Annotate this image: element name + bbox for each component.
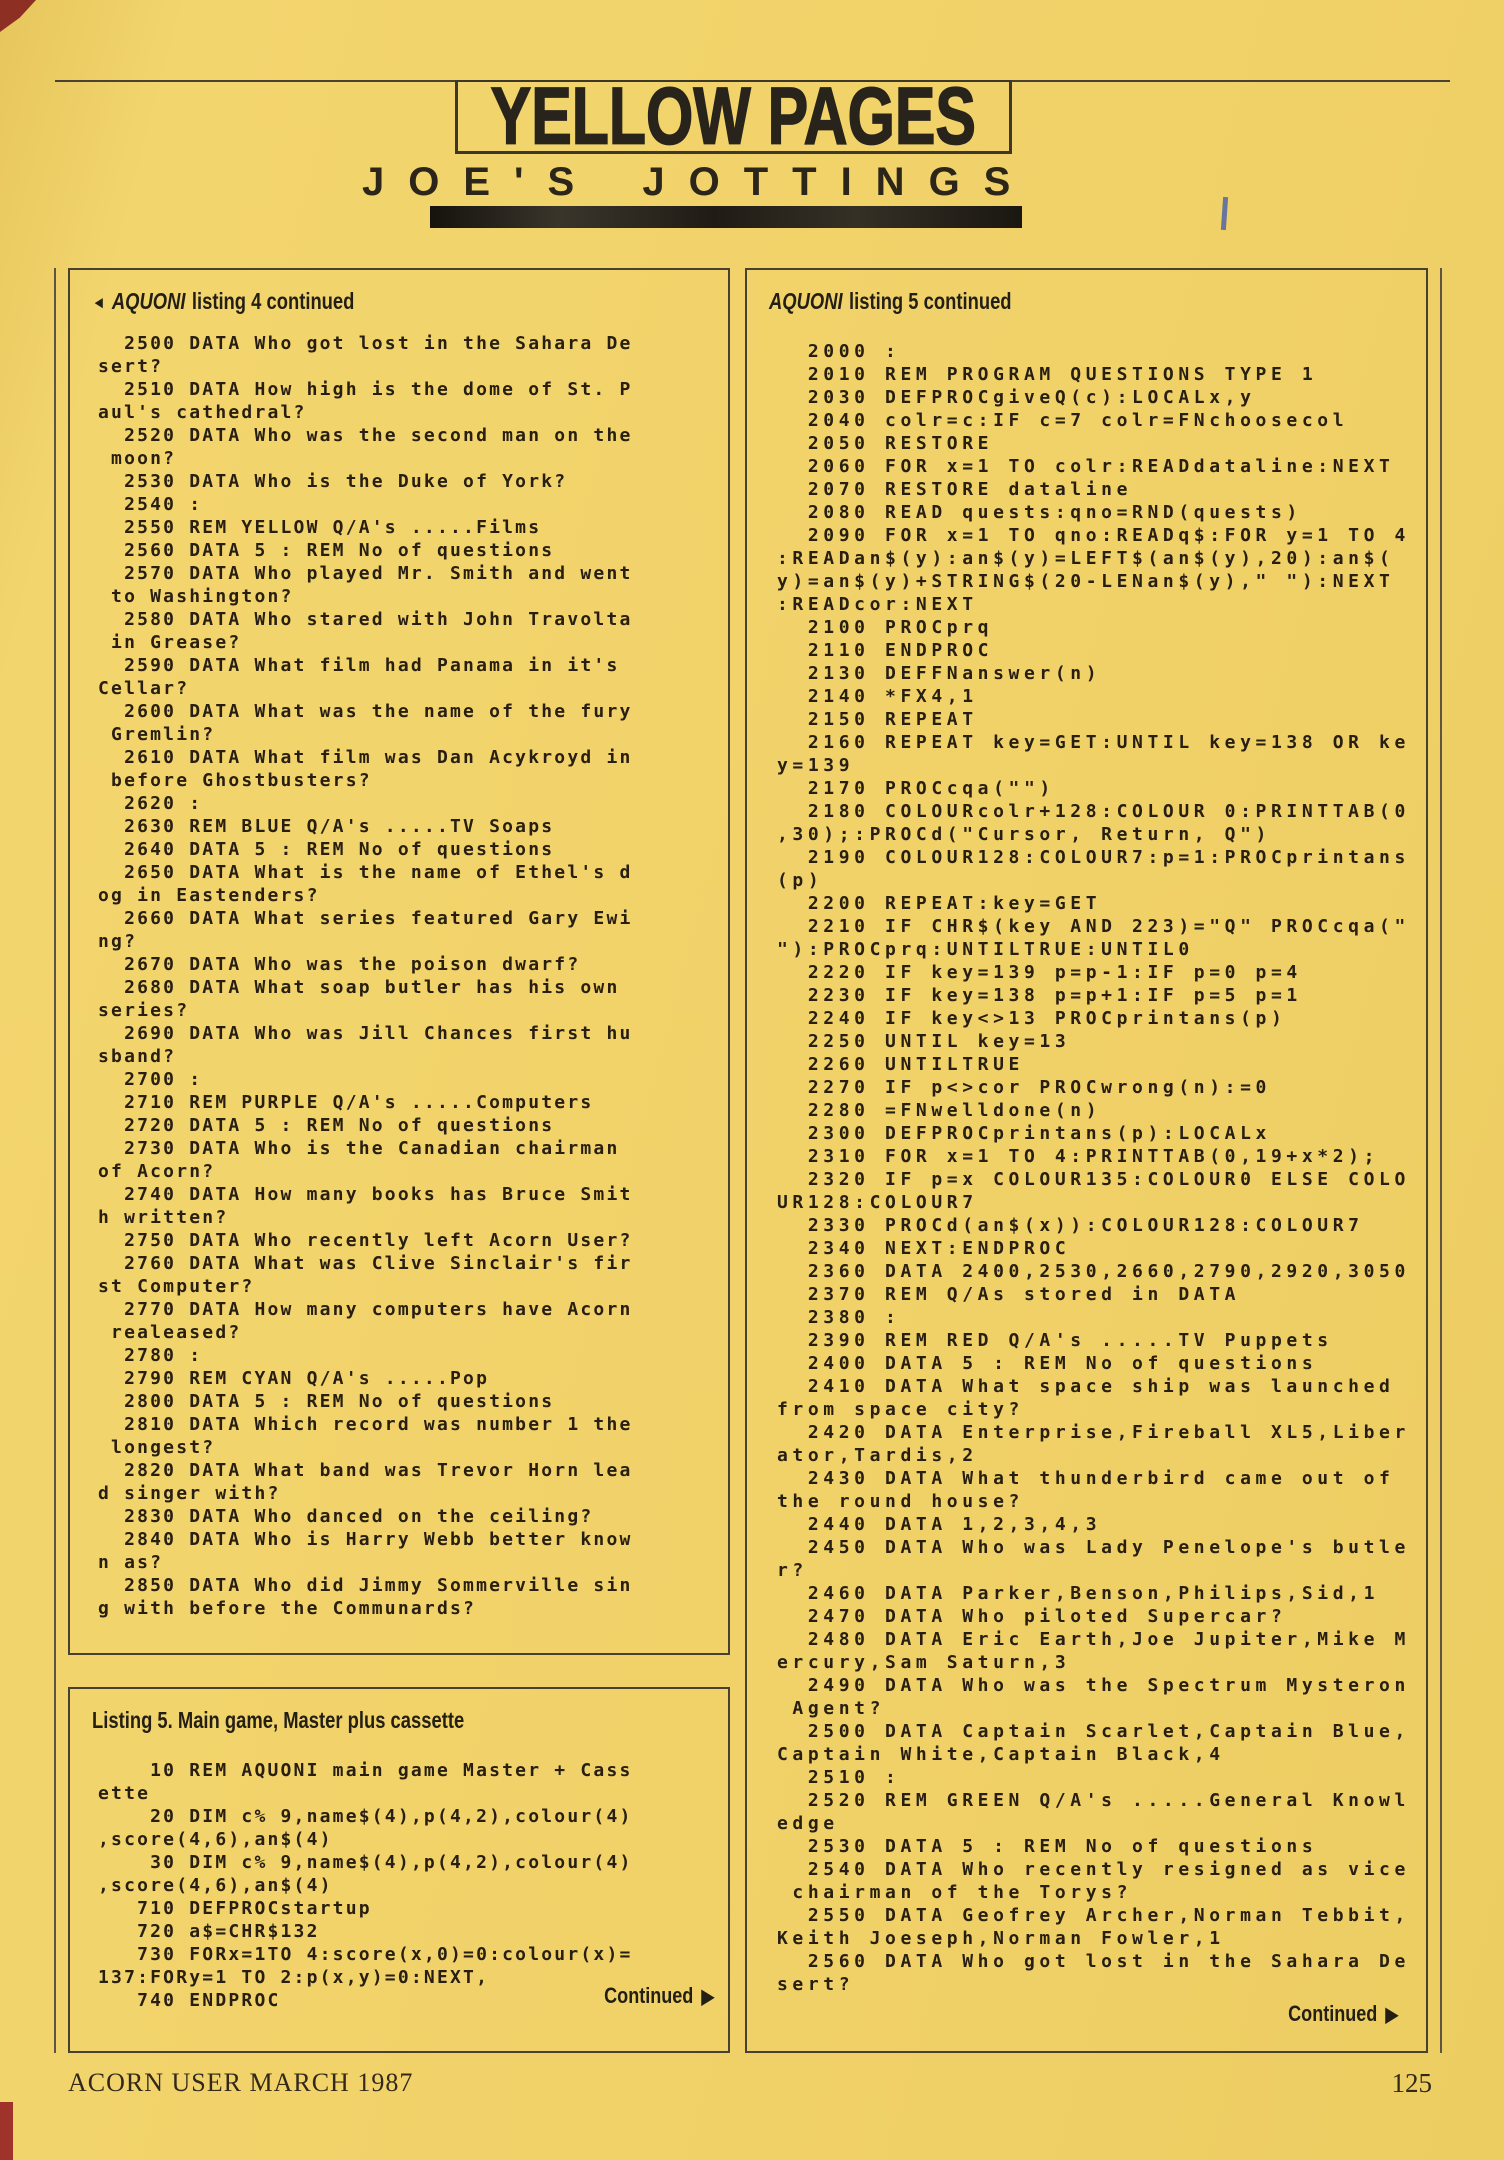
code-line: 2800 DATA 5 : REM No of questions [98, 1391, 555, 1412]
code-line: Captain White,Captain Black,4 [777, 1744, 1225, 1765]
code-line: 2600 DATA What was the name of the fury [98, 701, 633, 722]
listing5cont-box [745, 268, 1428, 2053]
code-line: before Ghostbusters? [98, 770, 372, 791]
code-line: 2470 DATA Who piloted Supercar? [777, 1606, 1287, 1627]
code-line: 2270 IF p<>cor PROCwrong(n):=0 [777, 1077, 1271, 1098]
code-line: 2030 DEFPROCgiveQ(c):LOCALx,y [777, 387, 1256, 408]
listing5cont-continued-note [1288, 2001, 1398, 2027]
code-line: chairman of the Torys? [777, 1882, 1133, 1903]
code-line: Gremlin? [98, 724, 216, 745]
listing4-code [98, 332, 633, 1620]
code-line: 2550 DATA Geofrey Archer,Norman Tebbit, [777, 1905, 1410, 1926]
code-line: 2570 DATA Who played Mr. Smith and went [98, 563, 633, 584]
code-line: sert? [777, 1974, 855, 1995]
code-line: 2450 DATA Who was Lady Penelope's butle [777, 1537, 1410, 1558]
code-line: 2700 : [98, 1069, 203, 1090]
code-line: 720 a$=CHR$132 [98, 1921, 320, 1942]
code-line: in Grease? [98, 632, 242, 653]
code-line: to Washington? [98, 586, 294, 607]
masthead-title: YELLOW PAGES [490, 71, 977, 162]
code-line: 2480 DATA Eric Earth,Joe Jupiter,Mike M [777, 1629, 1410, 1650]
code-line: 740 ENDPROC [98, 1990, 281, 2011]
code-line: 2300 DEFPROCprintans(p):LOCALx [777, 1123, 1271, 1144]
code-line: 2500 DATA Who got lost in the Sahara De [98, 333, 633, 354]
code-line: 2170 PROCcqa("") [777, 778, 1055, 799]
listing5cont-code [777, 340, 1410, 1996]
continued-arrow-icon: ▶ [701, 1985, 714, 2008]
code-line: 2060 FOR x=1 TO colr:READdataline:NEXT [777, 456, 1395, 477]
section-underline-bar [430, 206, 1022, 228]
code-line: 2080 READ quests:qno=RND(quests) [777, 502, 1302, 523]
code-line: realeased? [98, 1322, 242, 1343]
code-line: 2100 PROCprq [777, 617, 994, 638]
listing5-code [98, 1759, 633, 2012]
code-line: 2260 UNTILTRUE [777, 1054, 1024, 1075]
listing4-program-name: AQUONI [111, 288, 186, 314]
listing5-continued-note [604, 1983, 714, 2009]
code-line: 2630 REM BLUE Q/A's .....TV Soaps [98, 816, 555, 837]
code-line: 2690 DATA Who was Jill Chances first hu [98, 1023, 633, 1044]
listing5-header-text: Listing 5. Main game, Master plus cassette [92, 1707, 465, 1733]
code-line: :READan$(y):an$(y)=LEFT$(an$(y),20):an$( [777, 548, 1395, 569]
code-line: 2810 DATA Which record was number 1 the [98, 1414, 633, 1435]
code-line: ng? [98, 931, 138, 952]
code-line: "):PROCprq:UNTILTRUE:UNTIL0 [777, 939, 1194, 960]
code-line: 2620 : [98, 793, 203, 814]
code-line: y=139 [777, 755, 855, 776]
code-line: of Acorn? [98, 1161, 216, 1182]
code-line: 2430 DATA What thunderbird came out of [777, 1468, 1395, 1489]
code-line: 2500 DATA Captain Scarlet,Captain Blue, [777, 1721, 1410, 1742]
code-line: longest? [98, 1437, 216, 1458]
listing5-header [92, 1707, 464, 1734]
code-line: 2190 COLOUR128:COLOUR7:p=1:PROCprintans [777, 847, 1410, 868]
code-line: 2460 DATA Parker,Benson,Philips,Sid,1 [777, 1583, 1380, 1604]
code-line: 2780 : [98, 1345, 203, 1366]
code-line: 2010 REM PROGRAM QUESTIONS TYPE 1 [777, 364, 1318, 385]
code-line: 2520 DATA Who was the second man on the [98, 425, 633, 446]
code-line: ette [98, 1783, 151, 1804]
code-line: edge [777, 1813, 839, 1834]
code-line: 2380 : [777, 1307, 901, 1328]
code-line: 2330 PROCd(an$(x)):COLOUR128:COLOUR7 [777, 1215, 1364, 1236]
footer-magazine-date: ACORN USER MARCH 1987 [68, 2068, 414, 2097]
code-line: 2560 DATA Who got lost in the Sahara De [777, 1951, 1410, 1972]
code-line: aul's cathedral? [98, 402, 307, 423]
code-line: 2680 DATA What soap butler has his own [98, 977, 620, 998]
code-line: 2210 IF CHR$(key AND 223)="Q" PROCcqa(" [777, 916, 1410, 937]
code-line: 2840 DATA Who is Harry Webb better know [98, 1529, 633, 1550]
code-line: 2510 DATA How high is the dome of St. P [98, 379, 633, 400]
code-line: d singer with? [98, 1483, 281, 1504]
code-line: 2000 : [777, 341, 901, 362]
code-line: ,30);:PROCd("Cursor, Return, Q") [777, 824, 1271, 845]
code-line: 2320 IF p=x COLOUR135:COLOUR0 ELSE COLO [777, 1169, 1410, 1190]
code-line: h written? [98, 1207, 229, 1228]
code-line: sband? [98, 1046, 177, 1067]
code-line: 2610 DATA What film was Dan Acykroyd in [98, 747, 633, 768]
code-line: 2720 DATA 5 : REM No of questions [98, 1115, 555, 1136]
code-line: 2490 DATA Who was the Spectrum Mysteron [777, 1675, 1410, 1696]
code-line: (p) [777, 870, 824, 891]
code-line: 2070 RESTORE dataline [777, 479, 1133, 500]
code-line: UR128:COLOUR7 [777, 1192, 978, 1213]
code-line: 2250 UNTIL key=13 [777, 1031, 1071, 1052]
code-line: 2830 DATA Who danced on the ceiling? [98, 1506, 594, 1527]
masthead-box [455, 71, 1012, 162]
continued-label: Continued [603, 1983, 694, 2008]
code-line: 2110 ENDPROC [777, 640, 994, 661]
code-line: 2760 DATA What was Clive Sinclair's fir [98, 1253, 633, 1274]
code-line: ,score(4,6),an$(4) [98, 1875, 333, 1896]
code-line: 730 FORx=1TO 4:score(x,0)=0:colour(x)= [98, 1944, 633, 1965]
code-line: 2160 REPEAT key=GET:UNTIL key=138 OR ke [777, 732, 1410, 753]
code-line: 2090 FOR x=1 TO qno:READq$:FOR y=1 TO 4 [777, 525, 1410, 546]
code-line: 2540 : [98, 494, 203, 515]
code-line: 2200 REPEAT:key=GET [777, 893, 1102, 914]
code-line: 2340 NEXT:ENDPROC [777, 1238, 1071, 1259]
code-line: 2410 DATA What space ship was launched [777, 1376, 1395, 1397]
listing4-header-text: listing 4 continued [191, 288, 355, 314]
code-line: 2440 DATA 1,2,3,4,3 [777, 1514, 1102, 1535]
code-line: 2220 IF key=139 p=p-1:IF p=0 p=4 [777, 962, 1302, 983]
code-line: 2130 DEFFNanswer(n) [777, 663, 1102, 684]
listing4-box [68, 268, 730, 1655]
code-line: 2850 DATA Who did Jimmy Sommerville sin [98, 1575, 633, 1596]
code-line: 2750 DATA Who recently left Acorn User? [98, 1230, 633, 1251]
code-line: 2660 DATA What series featured Gary Ewi [98, 908, 633, 929]
code-line: 2790 REM CYAN Q/A's .....Pop [98, 1368, 490, 1389]
code-line: 2140 *FX4,1 [777, 686, 978, 707]
code-line: 137:FORy=1 TO 2:p(x,y)=0:NEXT, [98, 1967, 490, 1988]
code-line: 710 DEFPROCstartup [98, 1898, 372, 1919]
code-line: 2590 DATA What film had Panama in it's [98, 655, 620, 676]
section-title: JOE'S JOTTINGS [362, 160, 1035, 204]
continued-arrow-icon: ▶ [1385, 2003, 1398, 2026]
code-line: 2310 FOR x=1 TO 4:PRINTTAB(0,19+x*2); [777, 1146, 1380, 1167]
code-line: 2710 REM PURPLE Q/A's .....Computers [98, 1092, 594, 1113]
pen-mark [1221, 197, 1228, 230]
code-line: 10 REM AQUONI main game Master + Cass [98, 1760, 633, 1781]
code-line: moon? [98, 448, 177, 469]
code-line: 2520 REM GREEN Q/A's .....General Knowl [777, 1790, 1410, 1811]
code-line: 2730 DATA Who is the Canadian chairman [98, 1138, 620, 1159]
listing4-header [92, 288, 354, 315]
code-line: ,score(4,6),an$(4) [98, 1829, 333, 1850]
scan-corner-mark-top [0, 0, 36, 32]
code-line: 2280 =FNwelldone(n) [777, 1100, 1102, 1121]
code-line: 2240 IF key<>13 PROCprintans(p) [777, 1008, 1287, 1029]
code-line: 2650 DATA What is the name of Ethel's d [98, 862, 633, 883]
code-line: 2510 : [777, 1767, 901, 1788]
listing5cont-header [769, 288, 1012, 315]
code-line: series? [98, 1000, 190, 1021]
code-line: 2420 DATA Enterprise,Fireball XL5,Liber [777, 1422, 1410, 1443]
code-line: 2150 REPEAT [777, 709, 978, 730]
code-line: Keith Joeseph,Norman Fowler,1 [777, 1928, 1225, 1949]
code-line: 2580 DATA Who stared with John Travolta [98, 609, 633, 630]
code-line: r? [777, 1560, 808, 1581]
page-edge-rule-right [1440, 268, 1442, 2053]
code-line: 2820 DATA What band was Trevor Horn lea [98, 1460, 633, 1481]
code-line: y)=an$(y)+STRING$(20-LENan$(y)," "):NEXT [777, 571, 1395, 592]
code-line: 30 DIM c% 9,name$(4),p(4,2),colour(4) [98, 1852, 633, 1873]
code-line: 20 DIM c% 9,name$(4),p(4,2),colour(4) [98, 1806, 633, 1827]
code-line: 2740 DATA How many books has Bruce Smit [98, 1184, 633, 1205]
scan-corner-mark-bottom [0, 2102, 13, 2160]
footer-page-number: 125 [1391, 2068, 1432, 2098]
code-line: st Computer? [98, 1276, 255, 1297]
listing5-box [68, 1687, 730, 2053]
code-line: 2530 DATA 5 : REM No of questions [777, 1836, 1318, 1857]
continued-from-arrow-icon: ◄ [92, 293, 106, 312]
listing5cont-header-text: listing 5 continued [849, 288, 1012, 314]
page-edge-rule-left [54, 268, 56, 2053]
code-line: 2360 DATA 2400,2530,2660,2790,2920,3050 [777, 1261, 1410, 1282]
code-line: 2230 IF key=138 p=p+1:IF p=5 p=1 [777, 985, 1302, 1006]
code-line: 2390 REM RED Q/A's .....TV Puppets [777, 1330, 1333, 1351]
code-line: 2040 colr=c:IF c=7 colr=FNchoosecol [777, 410, 1349, 431]
listing5cont-program-name: AQUONI [769, 288, 843, 314]
code-line: 2640 DATA 5 : REM No of questions [98, 839, 555, 860]
code-line: sert? [98, 356, 164, 377]
code-line: 2770 DATA How many computers have Acorn [98, 1299, 633, 1320]
code-line: :READcor:NEXT [777, 594, 978, 615]
code-line: 2540 DATA Who recently resigned as vice [777, 1859, 1410, 1880]
code-line: ator,Tardis,2 [777, 1445, 978, 1466]
code-line: 2560 DATA 5 : REM No of questions [98, 540, 555, 561]
code-line: the round house? [777, 1491, 1024, 1512]
code-line: g with before the Communards? [98, 1598, 477, 1619]
code-line: 2400 DATA 5 : REM No of questions [777, 1353, 1318, 1374]
code-line: 2180 COLOURcolr+128:COLOUR 0:PRINTTAB(0 [777, 801, 1410, 822]
continued-label: Continued [1287, 2001, 1378, 2026]
code-line: Agent? [777, 1698, 886, 1719]
code-line: og in Eastenders? [98, 885, 320, 906]
code-line: 2530 DATA Who is the Duke of York? [98, 471, 568, 492]
code-line: Cellar? [98, 678, 190, 699]
code-line: from space city? [777, 1399, 1024, 1420]
code-line: 2050 RESTORE [777, 433, 994, 454]
code-line: 2550 REM YELLOW Q/A's .....Films [98, 517, 542, 538]
code-line: 2370 REM Q/As stored in DATA [777, 1284, 1241, 1305]
code-line: ercury,Sam Saturn,3 [777, 1652, 1071, 1673]
code-line: n as? [98, 1552, 164, 1573]
code-line: 2670 DATA Who was the poison dwarf? [98, 954, 581, 975]
